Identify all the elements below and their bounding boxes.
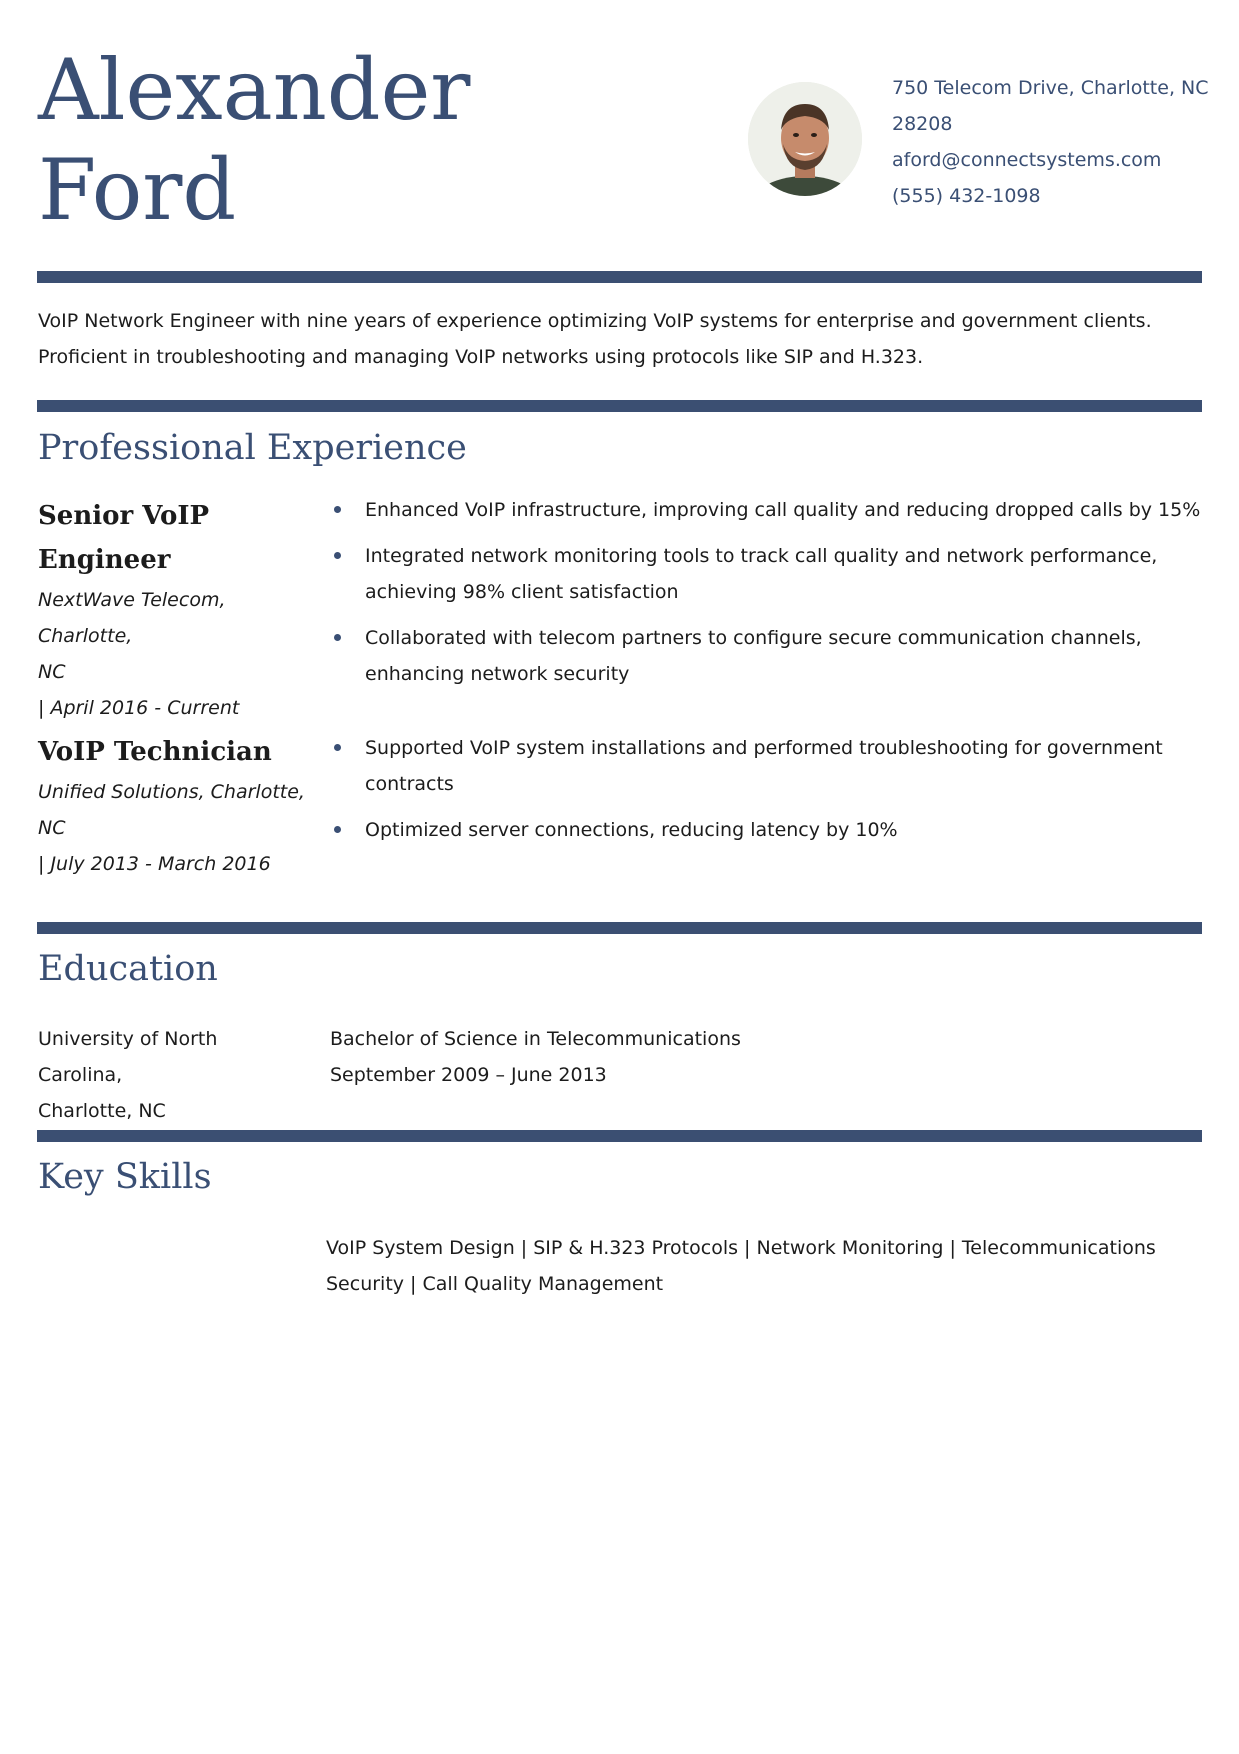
first-name: Alexander (38, 41, 471, 139)
divider (37, 400, 1202, 412)
bullet-text: Integrated network monitoring tools to track call quality and network performance, achieving 98% client satisfaction (365, 545, 1158, 603)
summary: VoIP Network Engineer with nine years of experience optimizing VoIP systems for enterprise and government clients. Proficient in troubleshooting and managing VoIP networks using protocols like SIP and H.323. (38, 310, 1152, 368)
job-dates: | April 2016 - Current (38, 697, 240, 719)
job-title (38, 494, 308, 582)
education-school (38, 1021, 298, 1129)
candidate-name (38, 40, 598, 240)
education-heading: Education (38, 949, 218, 989)
job-company (38, 582, 308, 726)
bullet-item (330, 492, 1230, 528)
job-title-line: Engineer (38, 545, 171, 575)
experience-heading: Professional Experience (38, 428, 467, 468)
company-line: NextWave Telecom, Charlotte, (38, 589, 226, 647)
company-line: NC (38, 661, 66, 683)
divider (37, 922, 1202, 934)
degree: Bachelor of Science in Telecommunications (330, 1028, 741, 1050)
job-title (38, 730, 308, 774)
last-name: Ford (38, 141, 237, 239)
divider (37, 271, 1202, 283)
profile-photo-illustration (748, 82, 862, 196)
bullet-icon (334, 744, 341, 751)
profile-photo (748, 82, 862, 196)
bullet-icon (334, 552, 341, 559)
bullet-item (330, 620, 1230, 692)
bullet-icon (334, 506, 341, 513)
bullet-text: Optimized server connections, reducing latency by 10% (365, 819, 898, 841)
address-line-1: 750 Telecom Drive, Charlotte, NC (892, 77, 1209, 99)
bullet-text: Enhanced VoIP infrastructure, improving call quality and reducing dropped calls by 15% (365, 499, 1201, 521)
email[interactable]: aford@connectsystems.com (892, 149, 1162, 171)
bullet-text: Supported VoIP system installations and performed troubleshooting for government contracts (365, 737, 1163, 795)
bullet-item (330, 538, 1230, 610)
skills-list: VoIP System Design | SIP & H.323 Protocols | Network Monitoring | Telecommunications Security | Call Quality Management (326, 1237, 1156, 1295)
job-info (38, 494, 308, 726)
job-info (38, 730, 308, 882)
bullet-item (330, 730, 1230, 802)
skills-heading: Key Skills (38, 1157, 212, 1197)
job-title-line: Senior VoIP (38, 501, 210, 531)
phone[interactable]: (555) 432-1098 (892, 185, 1041, 207)
job-bullets (330, 730, 1230, 858)
school-line: University of North Carolina, (38, 1028, 218, 1086)
job-title-line: VoIP Technician (38, 737, 272, 767)
education-dates: September 2009 – June 2013 (330, 1064, 607, 1086)
address-line-2: 28208 (892, 113, 953, 135)
bullet-icon (334, 634, 341, 641)
school-line: Charlotte, NC (38, 1100, 166, 1122)
bullet-text: Collaborated with telecom partners to configure secure communication channels, enhancing network security (365, 627, 1142, 685)
company-line: NC (38, 817, 66, 839)
job-company (38, 774, 308, 882)
bullet-icon (334, 826, 341, 833)
job-bullets (330, 492, 1230, 702)
education-degree (330, 1021, 1030, 1093)
company-line: Unified Solutions, Charlotte, (38, 781, 305, 803)
divider (37, 1130, 1202, 1142)
job-dates: | July 2013 - March 2016 (38, 853, 271, 875)
bullet-item (330, 812, 1230, 848)
contact-block (892, 70, 1222, 214)
